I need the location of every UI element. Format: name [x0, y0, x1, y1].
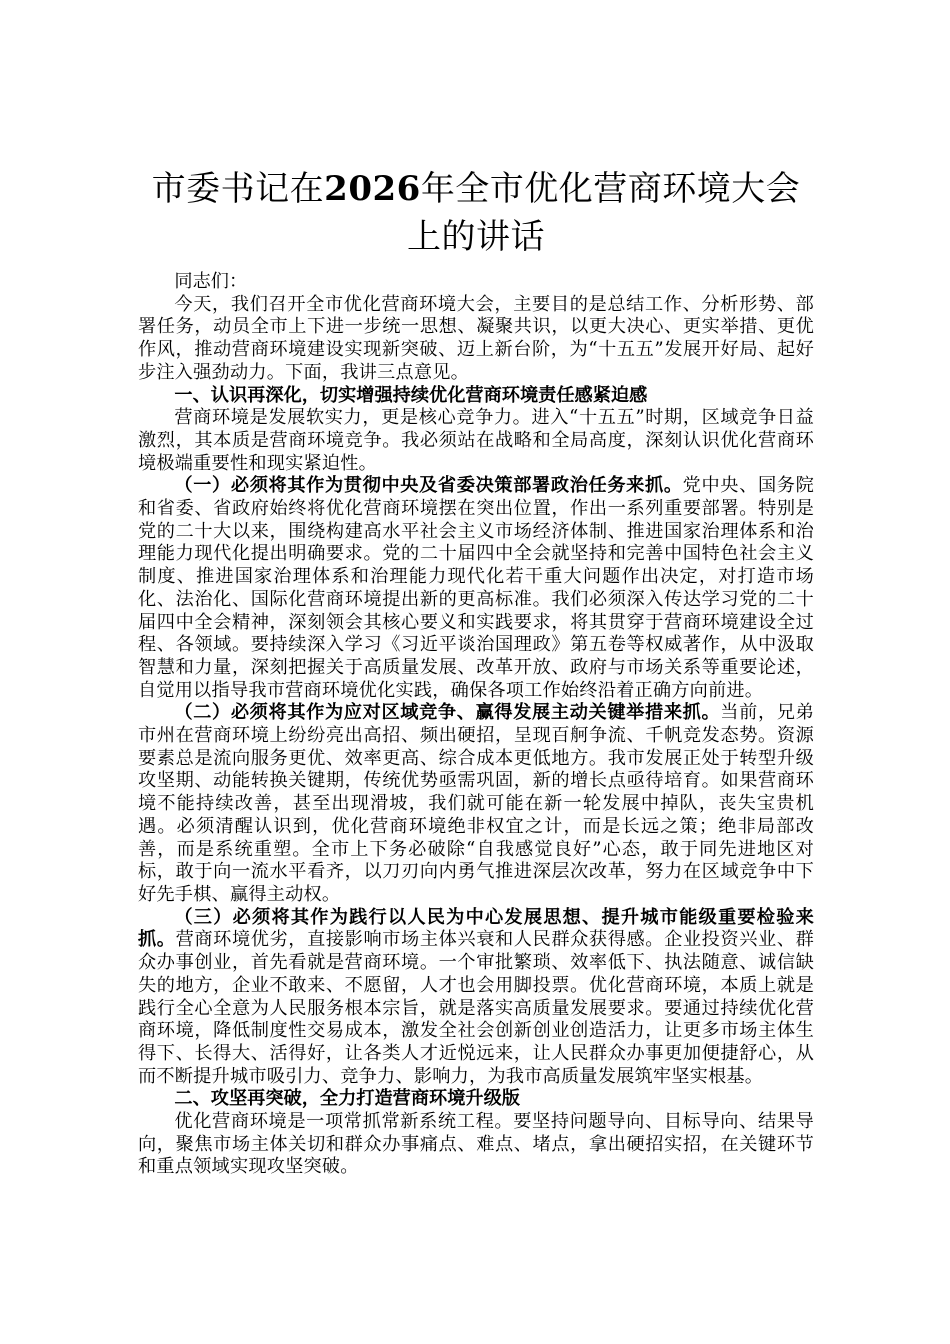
point-2-paragraph	[138, 702, 814, 906]
title-year: 2026	[324, 169, 421, 209]
point-1-body: 党中央、国务院和省委、省政府始终将优化营商环境摆在突出位置，作出一系列重要部署。特别是党的二十大以来，围绕构建高水平社会主义市场经济体制、推进国家治理体系和治理能力现代化提出明确要求。党的二十届四中全会就坚持和完善中国特色社会主义制度、推进国家治理体系和治理能力现代化若干重大问题作出决定，对打造市场化、法治化、国际化营商环境提出新的更高标准。我们必须深入传达学习党的二十届四中全会精神，深刻领会其核心要义和实践要求，将其贯穿于营商环境建设全过程、各领域。要持续深入学习《习近平谈治国理政》第五卷等权威著作，从中汲取智慧和力量，深刻把握关于高质量发展、改革开放、政府与市场关系等重要论述，自觉用以指导我市营商环境优化实践，确保各项工作始终沿着正确方向前进。	[138, 475, 814, 701]
section-2-intro: 优化营商环境是一项常抓常新系统工程。要坚持问题导向、目标导向、结果导向，聚焦市场主体关切和群众办事痛点、难点、堵点，拿出硬招实招，在关键环节和重点领域实现攻坚突破。	[138, 1111, 814, 1178]
section-1-heading: 一、认识再深化，切实增强持续优化营商环境责任感紧迫感	[174, 384, 648, 406]
point-2-body: 当前，兄弟市州在营商环境上纷纷亮出高招、频出硬招，呈现百舸争流、千帆竞发态势。资源要素总是流向服务更优、效率更高、综合成本更低地方。我市发展正处于转型升级攻坚期、动能转换关键期，传统优势亟需巩固，新的增长点亟待培育。如果营商环境不能持续改善，甚至出现滑坡，我们就可能在新一轮发展中掉队，丧失宝贵机遇。必须清醒认识到，优化营商环境绝非权宜之计，而是长远之策；绝非局部改善，而是系统重塑。全市上下务必破除“自我感觉良好”心态，敢于同先进地区对标，敢于向一流水平看齐，以刀刃向内勇气推进深层次改革，努力在区域竞争中下好先手棋、赢得主动权。	[138, 702, 814, 905]
point-2-lead: （二）必须将其作为应对区域竞争、赢得发展主动关键举措来抓。	[174, 702, 721, 724]
intro-paragraph: 今天，我们召开全市优化营商环境大会，主要目的是总结工作、分析形势、部署任务，动员全市上下进一步统一思想、凝聚共识，以更大决心、更实举措、更优作风，推动营商环境建设实现新突破、迈上新台阶，为“十五五”发展开好局、起好步注入强劲动力。下面，我讲三点意见。	[138, 293, 814, 383]
title-suffix: 年全市优化营商环境大会上的讲话	[407, 169, 801, 257]
section-2-heading: 二、攻坚再突破，全力打造营商环境升级版	[174, 1088, 520, 1110]
point-3-body: 营商环境优劣，直接影响市场主体兴衰和人民群众获得感。企业投资兴业、群众办事创业，首先看就是营商环境。一个审批繁琐、效率低下、执法随意、诚信缺失的地方，企业不敢来、不愿留，人才也会用脚投票。优化营商环境，本质上就是践行全心全意为人民服务根本宗旨，就是落实高质量发展要求。要通过持续优化营商环境，降低制度性交易成本，激发全社会创新创业创造活力，让更多市场主体生得下、长得大、活得好，让各类人才近悦远来，让人民群众办事更加便捷舒心，从而不断提升城市吸引力、竞争力、影响力，为我市高质量发展筑牢坚实根基。	[138, 929, 814, 1087]
salutation: 同志们：	[174, 271, 248, 292]
title-prefix: 市委书记在	[151, 169, 325, 209]
document-page	[138, 165, 814, 1179]
point-1-paragraph	[138, 475, 814, 702]
point-1-lead: （一）必须将其作为贯彻中央及省委决策部署政治任务来抓。	[174, 475, 683, 497]
point-3-lead: （三）必须将其作为践行以人民为中心发展思想、提升城市能级重要检验来抓。	[138, 906, 814, 951]
point-3-paragraph	[138, 907, 814, 1089]
document-title	[138, 165, 814, 261]
section-1-intro: 营商环境是发展软实力，更是核心竞争力。进入“十五五”时期，区域竞争日益激烈，其本质是营商环境竞争。我必须站在战略和全局高度，深刻认识优化营商环境极端重要性和现实紧迫性。	[138, 407, 814, 474]
